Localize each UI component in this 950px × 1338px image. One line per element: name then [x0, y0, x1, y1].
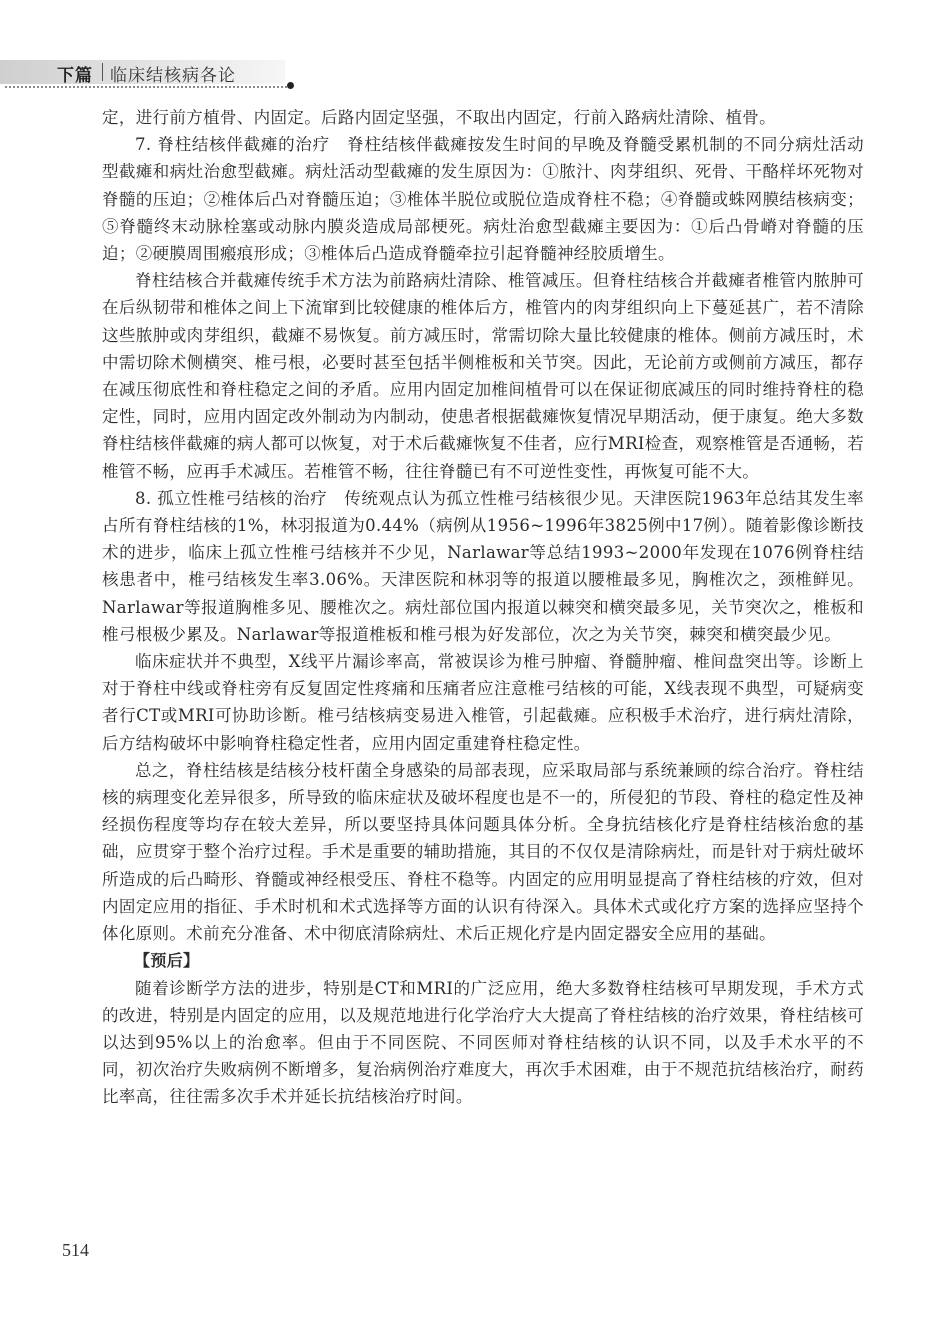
paragraph-surgical-method: 脊柱结核合并截瘫传统手术方法为前路病灶清除、椎管减压。但脊柱结核合并截瘫者椎管内脓肿可在后纵韧带和椎体之间上下流窜到比较健康的椎体后方，椎管内的肉芽组织向上下蔓延甚广，若不清除这些脓肿或肉芽组织，截瘫不易恢复。前方减压时，常需切除大量比较健康的椎体。侧前方减压时，术中需切除术侧横突、椎弓根，必要时甚至包括半侧椎板和关节突。因此，无论前方或侧前方减压，都存在减压彻底性和脊柱稳定之间的矛盾。应用内固定加椎间植骨可以在保证彻底减压的同时维持脊柱的稳定性，同时，应用内固定改外制动为内制动，使患者根据截瘫恢复情况早期活动，便于康复。绝大多数脊柱结核伴截瘫的病人都可以恢复，对于术后截瘫恢复不佳者，应行MRI检查，观察椎管是否通畅，若椎管不畅，应再手术减压。若椎管不畅，往往脊髓已有不可逆性变性，再恢复可能不大。 — [102, 271, 864, 481]
header-bullet-dot — [287, 82, 294, 89]
page-number: 514 — [62, 1240, 89, 1260]
page-body — [102, 104, 864, 1111]
paragraph-summary: 总之，脊柱结核是结核分枝杆菌全身感染的局部表现，应采取局部与系统兼顾的综合治疗。脊柱结核的病理变化差异很多，所导致的临床症状及破坏程度也是不一的，所侵犯的节段、脊柱的稳定性及神经损伤程度等均存在较大差异，所以要坚持具体问题具体分析。全身抗结核化疗是脊柱结核治愈的基础，应贯穿于整个治疗过程。手术是重要的辅助措施，其目的不仅仅是清除病灶，而是针对于病灶破坏所造成的后凸畸形、脊髓或神经根受压、脊柱不稳等。内固定的应用明显提高了脊柱结核的疗效，但对内固定应用的指征、手术时机和术式选择等方面的认识有待深入。具体术式或化疗方案的选择应坚持个体化原则。术前充分准备、术中彻底清除病灶、术后正规化疗是内固定器安全应用的基础。 — [102, 760, 864, 944]
header-separator — [102, 63, 103, 81]
header-dotted-rule — [5, 86, 287, 88]
section-heading-prognosis: 【预后】 — [134, 951, 200, 971]
header-section-title: 临床结核病各论 — [110, 66, 236, 86]
paragraph-prognosis: 随着诊断学方法的进步，特别是CT和MRI的广泛应用，绝大多数脊柱结核可早期发现，手术方式的改进，特别是内固定的应用，以及规范地进行化学治疗大大提高了脊柱结核的治疗效果，脊柱结核可以达到95%以上的治愈率。但由于不同医院、不同医师对脊柱结核的认识不同，以及手术水平的不同，初次治疗失败病例不断增多，复治病例治疗难度大，再次手术困难，由于不规范抗结核治疗，耐药比率高，往往需多次手术并延长抗结核治疗时间。 — [102, 978, 864, 1107]
header-part-label: 下篇 — [57, 66, 93, 86]
paragraph-clinical-symptoms: 临床症状并不典型，X线平片漏诊率高，常被误诊为椎弓肿瘤、脊髓肿瘤、椎间盘突出等。诊断上对于脊柱中线或脊柱旁有反复固定性疼痛和压痛者应注意椎弓结核的可能，X线表现不典型，可疑病变者行CT或MRI可协助诊断。椎弓结核病变易进入椎管，引起截瘫。应积极手术治疗，进行病灶清除，后方结构破坏中影响脊柱稳定性者，应用内固定重建脊柱稳定性。 — [102, 652, 864, 753]
paragraph-paraplegia-treatment: 7. 脊柱结核伴截瘫的治疗 脊柱结核伴截瘫按发生时间的早晚及脊髓受累机制的不同分病灶活动型截瘫和病灶治愈型截瘫。病灶活动型截瘫的发生原因为：①脓汁、肉芽组织、死骨、干酪样坏死物对脊髓的压迫；②椎体后凸对脊髓压迫；③椎体半脱位或脱位造成脊柱不稳；④脊髓或蛛网膜结核病变；⑤脊髓终末动脉栓塞或动脉内膜炎造成局部梗死。病灶治愈型截瘫主要因为：①后凸骨嵴对脊髓的压迫；②硬膜周围瘢痕形成；③椎体后凸造成脊髓牵拉引起脊髓神经胶质增生。 — [102, 135, 864, 264]
paragraph-continuation: 定，进行前方植骨、内固定。后路内固定坚强，不取出内固定，行前入路病灶清除、植骨。 — [102, 108, 776, 127]
paragraph-isolated-arch-tuberculosis: 8. 孤立性椎弓结核的治疗 传统观点认为孤立性椎弓结核很少见。天津医院1963年总结其发生率占所有脊柱结核的1%，林羽报道为0.44%（病例从1956~1996年3825例中17例）。随着影像诊断技术的进步，临床上孤立性椎弓结核并不少见，Narlawar等总结1993~2000年发现在1076例脊柱结核患者中，椎弓结核发生率3.06%。天津医院和林羽等的报道以腰椎最多见，胸椎次之，颈椎鲜见。Narlawar等报道胸椎多见、腰椎次之。病灶部位国内报道以棘突和横突最多见，关节突次之，椎板和椎弓根极少累及。Narlawar等报道椎板和椎弓根为好发部位，次之为关节突，棘突和横突最少见。 — [102, 488, 864, 644]
